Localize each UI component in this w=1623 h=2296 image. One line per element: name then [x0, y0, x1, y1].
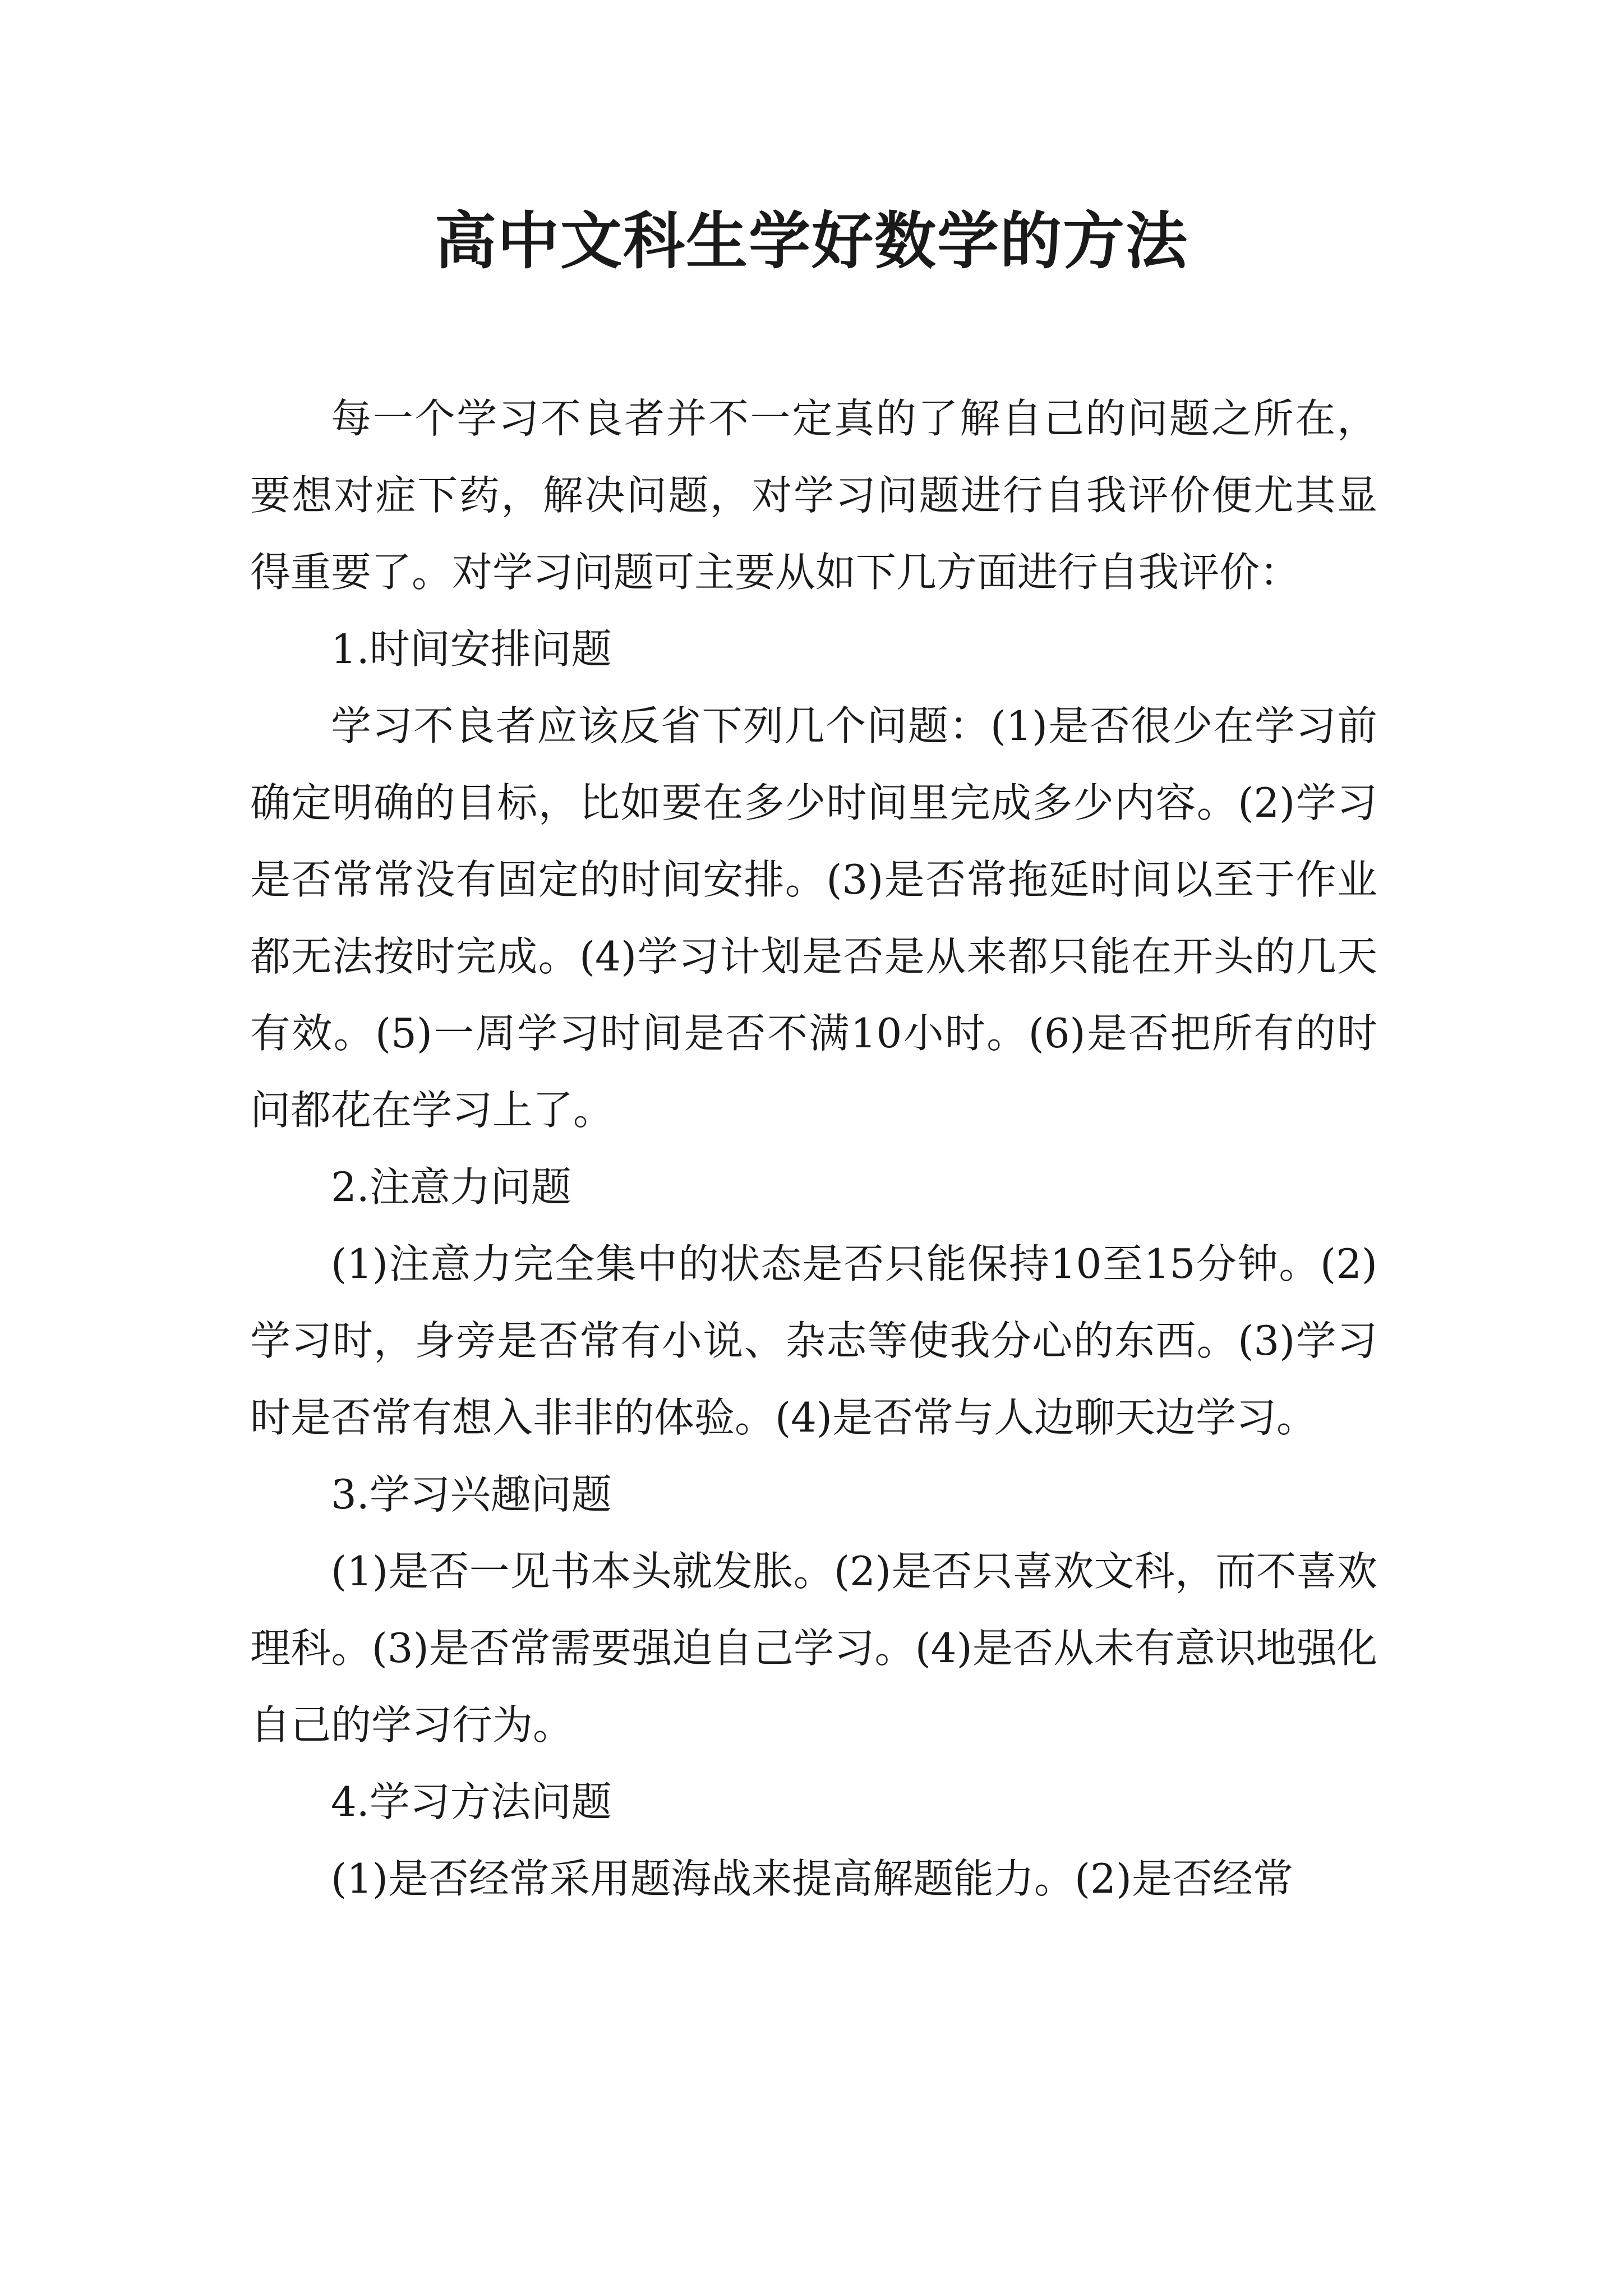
- section-heading-interest: 3.学习兴趣问题: [331, 1471, 612, 1518]
- document-body: [250, 380, 1377, 1917]
- paragraph-attention: (1)注意力完全集中的状态是否只能保持10至15分钟。(2)学习时，身旁是否常有小说、杂志等使我分心的东西。(3)学习时是否常有想入非非的体验。(4)是否常与人边聊天边学习。: [250, 1240, 1377, 1441]
- paragraph-method: (1)是否经常采用题海战来提高解题能力。(2)是否经常: [331, 1855, 1293, 1902]
- paragraph-intro: 每一个学习不良者并不一定真的了解自己的问题之所在，要想对症下药，解决问题，对学习问题进行自我评价便尤其显得重要了。对学习问题可主要从如下几方面进行自我评价：: [250, 395, 1377, 596]
- section-heading-time: 1.时间安排问题: [331, 625, 612, 673]
- document-title: 高中文科生学好数学的方法: [435, 205, 1188, 277]
- section-heading-attention: 2.注意力问题: [331, 1163, 571, 1211]
- paragraph-time: 学习不良者应该反省下列几个问题：(1)是否很少在学习前确定明确的目标，比如要在多少时间里完成多少内容。(2)学习是否常常没有固定的时间安排。(3)是否常拖延时间以至于作业都无法按时完成。(4)学习计划是否是从来都只能在开头的几天有效。(5)一周学习时间是否不满10小时。(6)是否把所有的时问都花在学习上了。: [250, 702, 1377, 1134]
- paragraph-interest: (1)是否一见书本头就发胀。(2)是否只喜欢文科，而不喜欢理科。(3)是否常需要强迫自己学习。(4)是否从未有意识地强化自己的学习行为。: [250, 1548, 1377, 1749]
- section-heading-method: 4.学习方法问题: [331, 1778, 612, 1825]
